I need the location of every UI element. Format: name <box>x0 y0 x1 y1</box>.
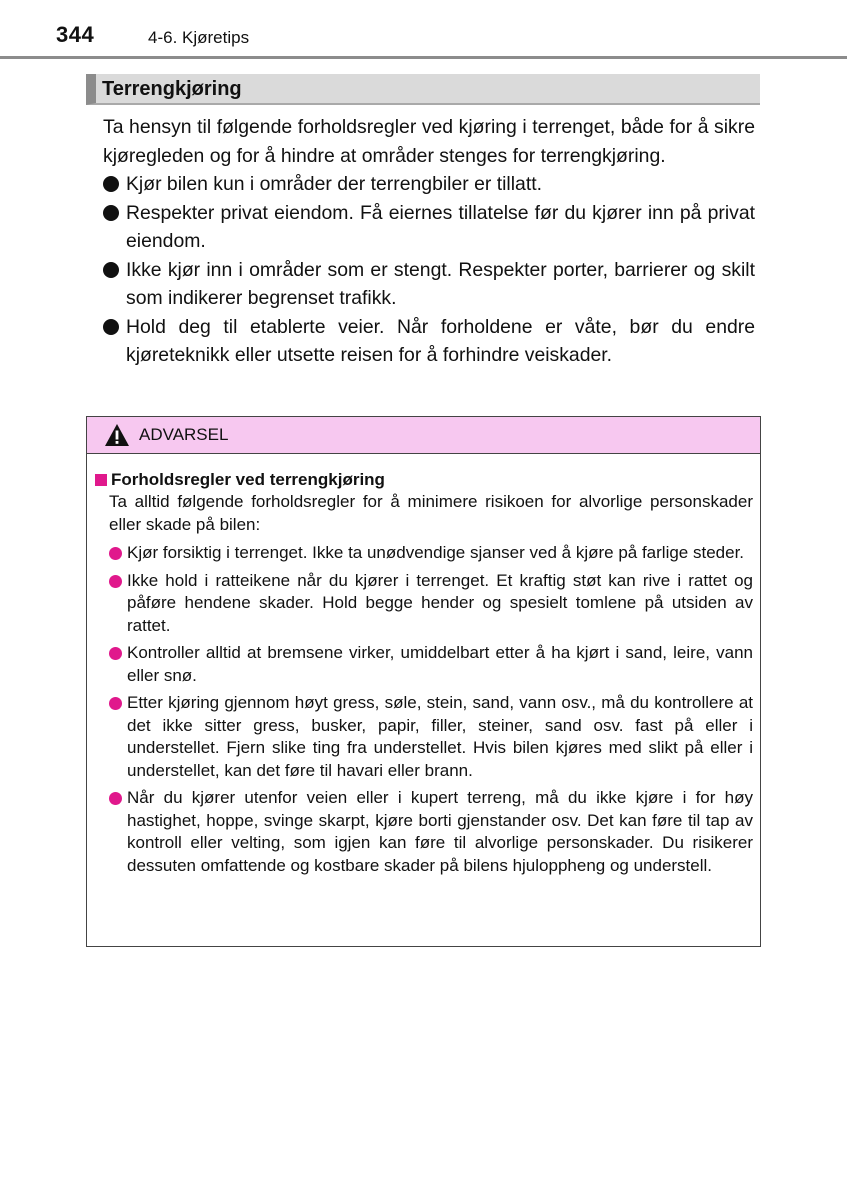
list-item <box>103 199 755 256</box>
header-divider <box>0 56 847 59</box>
pink-bullet-icon <box>109 575 122 588</box>
list-item-text: Etter kjøring gjennom høyt gress, søle, stein, sand, vann osv., må du kontrollere at det ikke sitter gress, busker, papir, filler, steiner, sand osv. fast på eller i understellet. Fjern slike ting fra understellet. Hvis bilen kjøres med slikt på eller i understellet, kan det føre til havari eller brann. <box>127 693 753 780</box>
warning-subheading-text: Forholdsregler ved terrengkjøring <box>111 470 385 489</box>
warning-label: ADVARSEL <box>139 425 229 444</box>
pink-bullet-icon <box>109 547 122 560</box>
list-item <box>109 692 753 782</box>
list-item <box>109 542 753 565</box>
bullet-dot-icon <box>103 262 119 278</box>
list-item <box>109 787 753 877</box>
list-item-text: Kjør bilen kun i områder der terrengbiler er tillatt. <box>126 173 542 195</box>
pink-bullet-icon <box>109 792 122 805</box>
list-item <box>103 313 755 370</box>
list-item <box>109 570 753 638</box>
pink-bullet-icon <box>109 697 122 710</box>
list-item <box>109 642 753 687</box>
list-item <box>103 256 755 313</box>
list-item-text: Ikke kjør inn i områder som er stengt. Respekter porter, barrierer og skilt som indikerer begrenset trafikk. <box>126 258 755 309</box>
warning-box <box>86 416 761 947</box>
warning-triangle-icon <box>104 423 130 447</box>
page-number: 344 <box>56 22 95 47</box>
section-body <box>103 113 755 370</box>
bullet-dot-icon <box>103 176 119 192</box>
bullet-list <box>103 170 755 370</box>
page-header <box>0 0 847 60</box>
section-heading: Terrengkjøring <box>86 74 760 105</box>
warning-subheading <box>95 469 753 491</box>
list-item-text: Hold deg til etablerte veier. Når forholdene er våte, bør du endre kjøreteknikk eller utsette reisen for å forhindre veiskader. <box>126 315 755 366</box>
pink-bullet-icon <box>109 647 122 660</box>
warning-header <box>87 417 760 454</box>
list-item-text: Ikke hold i ratteikene når du kjører i terrenget. Et kraftig støt kan rive i rattet og påføre hendene skader. Hold begge hender og spesielt tomlene på utsiden av rattet. <box>127 570 753 635</box>
warning-list <box>95 542 753 877</box>
warning-intro: Ta alltid følgende forholdsregler for å minimere risikoen for alvorlige personskader eller skade på bilen: <box>109 492 753 534</box>
warning-body <box>95 469 753 882</box>
list-item-text: Respekter privat eiendom. Få eiernes tillatelse før du kjører inn på privat eiendom. <box>126 201 755 252</box>
list-item-text: Når du kjører utenfor veien eller i kupert terreng, må du ikke kjøre i for høy hastighet, hoppe, svinge skarpt, kjøre borti gjenstander osv. Det kan føre til tap av kontroll eller velting, som igjen kan føre til alvorlige personskader. Du risikerer dessuten omfattende og kostbare skader på bilens hjuloppheng og understell. <box>127 788 753 875</box>
list-item-text: Kjør forsiktig i terrenget. Ikke ta unødvendige sjanser ved å kjøre på farlige steder. <box>127 543 745 562</box>
bullet-dot-icon <box>103 319 119 335</box>
chapter-title: 4-6. Kjøretips <box>148 28 250 47</box>
bullet-dot-icon <box>103 205 119 221</box>
square-bullet-icon <box>95 474 107 486</box>
intro-paragraph: Ta hensyn til følgende forholdsregler ved kjøring i terrenget, både for å sikre kjøregleden og for å hindre at områder stenges for terrengkjøring. <box>103 116 755 167</box>
list-item-text: Kontroller alltid at bremsene virker, umiddelbart etter å ha kjørt i sand, leire, vann eller snø. <box>127 643 753 685</box>
list-item <box>103 170 755 199</box>
